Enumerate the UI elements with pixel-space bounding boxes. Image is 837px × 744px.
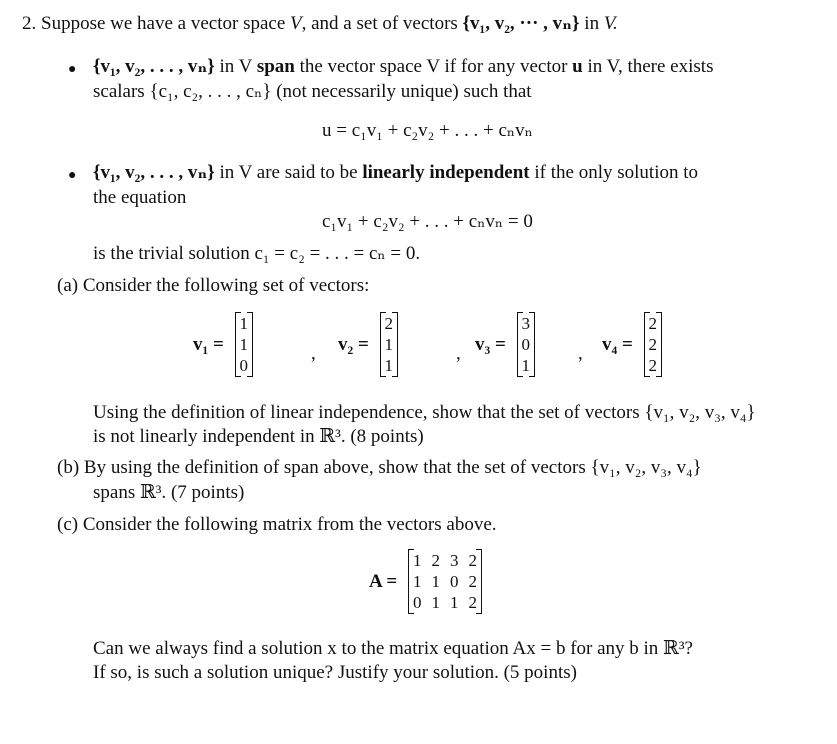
vector-v3-label: v₃ = (475, 333, 506, 355)
matrix-entry: 1 (431, 593, 440, 612)
bullet-icon: ● (68, 62, 77, 77)
vector-entry: 0 (521, 335, 531, 354)
part-b-line1 (57, 456, 702, 480)
matrix-entry: 2 (468, 572, 477, 591)
vector-separator: , (311, 343, 316, 364)
matrix-entry: 1 (413, 572, 422, 591)
matrix-entry: 1 (413, 551, 422, 570)
independence-equation: c₁v₁ + c₂v₂ + . . . + cₙvₙ = 0 (322, 211, 533, 232)
vector-v2-matrix (380, 313, 399, 376)
part-c-label: (c) (57, 514, 79, 535)
part-c-question-line2: If so, is such a solution unique? Justify your solution. (5 points) (93, 662, 577, 683)
span-def-vec-u: u (572, 56, 583, 77)
matrix-entry: 0 (450, 572, 459, 591)
part-b-text: By using the definition of span above, show that the set of vectors {v₁, v₂, v₃, v₄} (83, 457, 702, 478)
vector-entry: 1 (239, 314, 249, 333)
vector-v4-label: v₄ = (602, 333, 633, 355)
vector-entry: 2 (384, 314, 394, 333)
vector-v2-label: v₂ = (338, 333, 369, 355)
vector-v4 (602, 313, 662, 376)
bullet-icon: ● (68, 168, 77, 183)
vector-v1-label: v₁ = (193, 333, 224, 355)
intro-text-3: in (584, 13, 600, 34)
matrix-entry: 2 (431, 551, 440, 570)
span-keyword: span (256, 56, 295, 77)
matrix-a (369, 550, 482, 613)
intro-text-2: , and a set of vectors (301, 13, 458, 34)
intro-text: Suppose we have a vector space (41, 13, 286, 34)
vector-entry: 1 (384, 335, 394, 354)
matrix-entry: 2 (468, 593, 477, 612)
span-definition-line1 (93, 55, 713, 79)
matrix-entry: 0 (413, 593, 422, 612)
independence-definition-line2: the equation (93, 187, 187, 208)
li-def-text: in V are said to be (219, 162, 358, 183)
intro-text-4: V. (603, 13, 618, 34)
independence-definition-line1 (93, 161, 698, 185)
problem-header (22, 12, 618, 36)
vector-entry: 1 (521, 356, 531, 375)
vector-entry: 2 (648, 314, 658, 333)
part-b-line2: spans ℝ³. (7 points) (93, 482, 245, 503)
vector-v4-matrix (644, 313, 663, 376)
part-a-label: (a) (57, 275, 79, 296)
part-c-heading (57, 513, 497, 537)
span-def-text: the vector space V if for any vector (299, 56, 568, 77)
span-def-text2: in V, there exists (587, 56, 714, 77)
matrix-entry: 3 (450, 551, 459, 570)
matrix-entry: 2 (468, 551, 477, 570)
span-equation: u = c₁v₁ + c₂v₂ + . . . + cₙvₙ (322, 120, 533, 141)
matrix-entry: 1 (431, 572, 440, 591)
trivial-solution-text: is the trivial solution c₁ = c₂ = . . . = cₙ = 0. (93, 243, 421, 264)
vector-entry: 1 (239, 335, 249, 354)
part-a-heading (57, 274, 369, 298)
vector-entry: 2 (648, 356, 658, 375)
matrix-entry: 1 (450, 593, 459, 612)
vector-separator: , (578, 343, 583, 364)
vector-v1-matrix (235, 313, 254, 376)
vector-entry: 2 (648, 335, 658, 354)
span-definition-line2: scalars {c₁, c₂, . . . , cₙ} (not necessarily unique) such that (93, 81, 532, 102)
vector-entry: 1 (384, 356, 394, 375)
vector-v3-matrix (517, 313, 536, 376)
intro-vector-set: {v₁, v₂, ··· , vₙ} (462, 13, 580, 34)
span-def-set: {v₁, v₂, . . . , vₙ} (93, 56, 215, 77)
vector-v1 (193, 313, 253, 376)
part-b-label: (b) (57, 457, 80, 478)
part-a-text: Consider the following set of vectors: (82, 275, 370, 296)
span-def-in-space: in V (219, 56, 253, 77)
vector-v2 (338, 313, 398, 376)
vector-v3 (475, 313, 535, 376)
li-keyword: linearly independent (362, 162, 530, 183)
li-def-text2: if the only solution to (534, 162, 698, 183)
part-a-question-line1: Using the definition of linear independence, show that the set of vectors {v₁, v₂, v₃, v₄} (93, 402, 756, 423)
intro-space: V (290, 13, 302, 34)
li-def-set: {v₁, v₂, . . . , vₙ} (93, 162, 215, 183)
vector-entry: 3 (521, 314, 531, 333)
part-c-question-line1: Can we always find a solution x to the matrix equation Ax = b for any b in ℝ³? (93, 638, 693, 659)
matrix-a-label: A = (369, 570, 398, 592)
matrix-a-body (408, 550, 482, 613)
part-c-text: Consider the following matrix from the vectors above. (82, 514, 497, 535)
vector-separator: , (456, 343, 461, 364)
problem-number: 2. (22, 13, 37, 34)
part-a-question-line2: is not linearly independent in ℝ³. (8 points) (93, 426, 424, 447)
vector-entry: 0 (239, 356, 249, 375)
